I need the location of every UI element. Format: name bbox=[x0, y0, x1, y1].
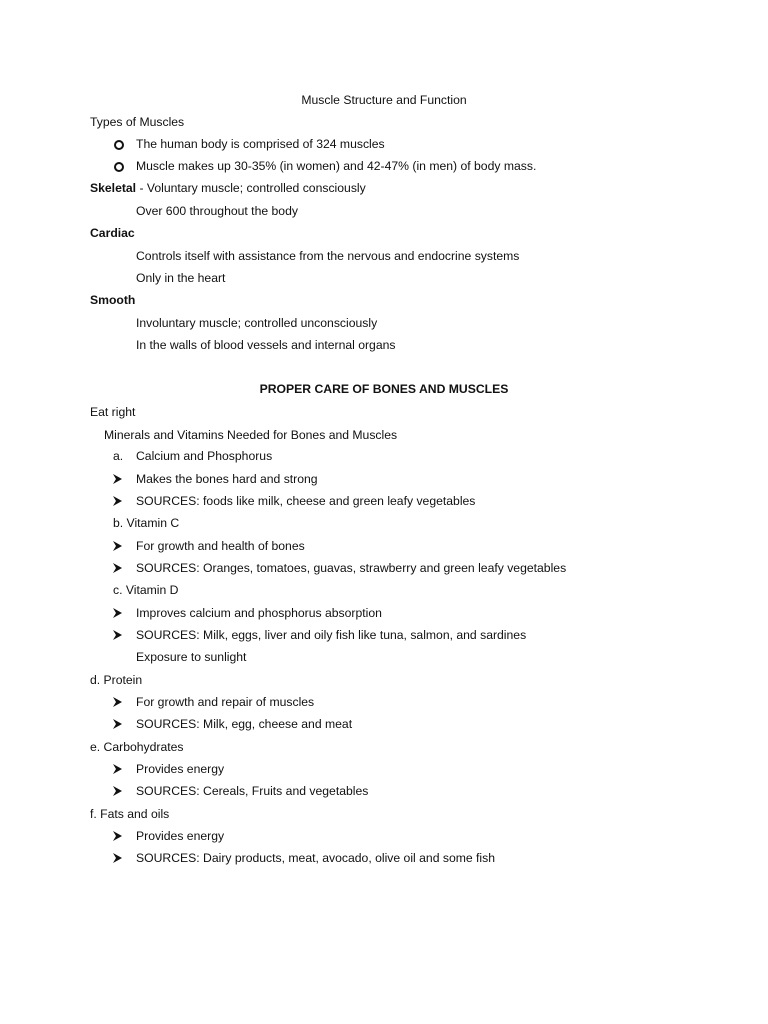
list-item: SOURCES: foods like milk, cheese and green leafy vegetables bbox=[136, 494, 476, 508]
arrow-bullet-icon bbox=[112, 696, 124, 708]
carbohydrates-label: e. Carbohydrates bbox=[90, 740, 184, 754]
vitamin-d-label: c. Vitamin D bbox=[113, 583, 179, 597]
list-item: SOURCES: Cereals, Fruits and vegetables bbox=[136, 784, 369, 798]
minerals-subheading: Minerals and Vitamins Needed for Bones and Muscles bbox=[104, 428, 398, 442]
arrow-bullet-icon bbox=[112, 852, 124, 864]
smooth-detail: In the walls of blood vessels and internal organs bbox=[136, 338, 396, 352]
smooth-label: Smooth bbox=[90, 293, 136, 307]
list-item: Exposure to sunlight bbox=[136, 650, 247, 664]
arrow-bullet-icon bbox=[112, 495, 124, 507]
circle-bullet-icon bbox=[114, 140, 124, 150]
arrow-bullet-icon bbox=[112, 785, 124, 797]
skeletal-label: Skeletal bbox=[90, 181, 137, 195]
list-item: SOURCES: Milk, egg, cheese and meat bbox=[136, 717, 353, 731]
circle-bullet-icon bbox=[114, 162, 124, 172]
arrow-bullet-icon bbox=[112, 718, 124, 730]
list-item: SOURCES: Dairy products, meat, avocado, olive oil and some fish bbox=[136, 851, 496, 865]
list-item: For growth and repair of muscles bbox=[136, 695, 315, 709]
list-item: Muscle makes up 30-35% (in women) and 42-47% (in men) of body mass. bbox=[136, 159, 537, 173]
arrow-bullet-icon bbox=[112, 540, 124, 552]
list-item: SOURCES: Oranges, tomatoes, guavas, strawberry and green leafy vegetables bbox=[136, 561, 567, 575]
skeletal-desc: - Voluntary muscle; controlled consciously bbox=[136, 181, 366, 195]
smooth-detail: Involuntary muscle; controlled unconsciously bbox=[136, 316, 378, 330]
list-item: Improves calcium and phosphorus absorption bbox=[136, 606, 382, 620]
vitamin-c-label: b. Vitamin C bbox=[113, 516, 180, 530]
list-item: For growth and health of bones bbox=[136, 539, 305, 553]
arrow-bullet-icon bbox=[112, 629, 124, 641]
section-title-proper-care: PROPER CARE OF BONES AND MUSCLES bbox=[259, 382, 509, 396]
item-marker-a: a. bbox=[113, 449, 124, 463]
arrow-bullet-icon bbox=[112, 562, 124, 574]
list-item: Provides energy bbox=[136, 829, 225, 843]
calcium-label: Calcium and Phosphorus bbox=[136, 449, 273, 463]
skeletal-detail: Over 600 throughout the body bbox=[136, 204, 298, 218]
fats-oils-label: f. Fats and oils bbox=[90, 807, 170, 821]
protein-label: d. Protein bbox=[90, 673, 143, 687]
section-title-muscle-structure: Muscle Structure and Function bbox=[301, 93, 467, 107]
cardiac-detail: Controls itself with assistance from the nervous and endocrine systems bbox=[136, 249, 520, 263]
arrow-bullet-icon bbox=[112, 607, 124, 619]
list-item: Makes the bones hard and strong bbox=[136, 472, 318, 486]
list-item: Provides energy bbox=[136, 762, 225, 776]
arrow-bullet-icon bbox=[112, 763, 124, 775]
skeletal-line bbox=[90, 181, 366, 196]
arrow-bullet-icon bbox=[112, 473, 124, 485]
cardiac-detail: Only in the heart bbox=[136, 271, 226, 285]
list-item: SOURCES: Milk, eggs, liver and oily fish like tuna, salmon, and sardines bbox=[136, 628, 527, 642]
types-heading: Types of Muscles bbox=[90, 115, 185, 129]
list-item: The human body is comprised of 324 muscles bbox=[136, 137, 385, 151]
eat-right-heading: Eat right bbox=[90, 405, 136, 419]
arrow-bullet-icon bbox=[112, 830, 124, 842]
cardiac-label: Cardiac bbox=[90, 226, 135, 240]
